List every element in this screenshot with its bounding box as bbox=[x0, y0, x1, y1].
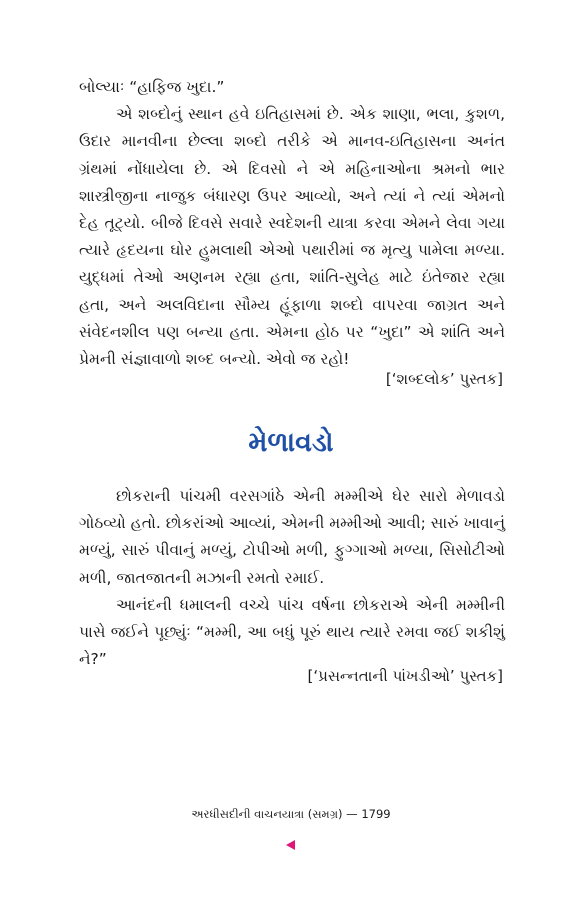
section-heading: મેળાવડો bbox=[248, 427, 334, 458]
source-citation: [‘પ્રસન્નતાની પાંખડીઓ’ પુસ્તક] bbox=[307, 667, 503, 685]
left-triangle-icon[interactable] bbox=[286, 840, 295, 850]
paragraph: એ શબ્દોનું સ્થાન હવે ઇતિહાસમાં છે. એક શાણા, ભલા, કુશળ, ઉદાર માનવીના છેલ્લા શબ્દો તરીકે એ માનવ-ઇતિહાસના અનંત ગ્રંથમાં નોંધાયેલા છે. એ દિવસો ને એ મહિનાઓના શ્રમનો ભાર શાસ્ત્રીજીના નાજુક બંધારણ ઉપર આવ્યો, અને ત્યાં ને ત્યાં એમનો દેહ તૂટ્યો. બીજે દિવસે સવારે સ્વદેશની યાત્રા કરવા એમને લેવા ગયા ત્યારે હૃદયના ઘોર હુમલાથી એઓ પથારીમાં જ મૃત્યુ પામેલા મળ્યા. યુદ્ધમાં તેઓ અણનમ રહ્યા હતા, શાંતિ-સુલેહ માટે ઇંતેજાર રહ્યા હતા, અને અલવિદાના સૌમ્ય હૂંફાળા શબ્દો વાપરવા જાગ્રત અને સંવેદનશીલ પણ બન્યા હતા. એમના હોઠ પર “ખુદા” એ શાંતિ અને પ્રેમની સંજ્ઞાવાળો શબ્દ બન્યો. એવો જ રહો! bbox=[79, 105, 505, 369]
section-two-body bbox=[79, 483, 505, 673]
section-one-body bbox=[79, 74, 505, 373]
opening-line: બોલ્યાઃ “હાફિજ ખુદા.” bbox=[79, 78, 225, 96]
paragraph: છોકરાની પાંચમી વરસગાંઠે એની મમ્મીએ ઘેર સારો મેળાવડો ગોઠવ્યો હતો. છોકરાંઓ આવ્યાં, એમની મમ્મીઓ આવી; સારું ખાવાનું મળ્યું, સારું પીવાનું મળ્યું, ટોપીઓ મળી, ફુગ્ગાઓ મળ્યા, સિસોટીઓ મળી, જાતજાતની મઝાની રમતો રમાઈ. bbox=[79, 487, 505, 587]
source-citation: [‘શબ્દલોક’ પુસ્તક] bbox=[385, 370, 503, 388]
page-footer: અરધીસદીની વાચનયાત્રા (સમગ્ર) — 1799 bbox=[191, 807, 391, 821]
paragraph: આનંદની ધમાલની વચ્ચે પાંચ વર્ષના છોકરાએ એની મમ્મીની પાસે જઈને પૂછ્યુંઃ “મમ્મી, આ બધું પૂરું થાય ત્યારે રમવા જઈ શકીશું ને?” bbox=[79, 595, 505, 669]
